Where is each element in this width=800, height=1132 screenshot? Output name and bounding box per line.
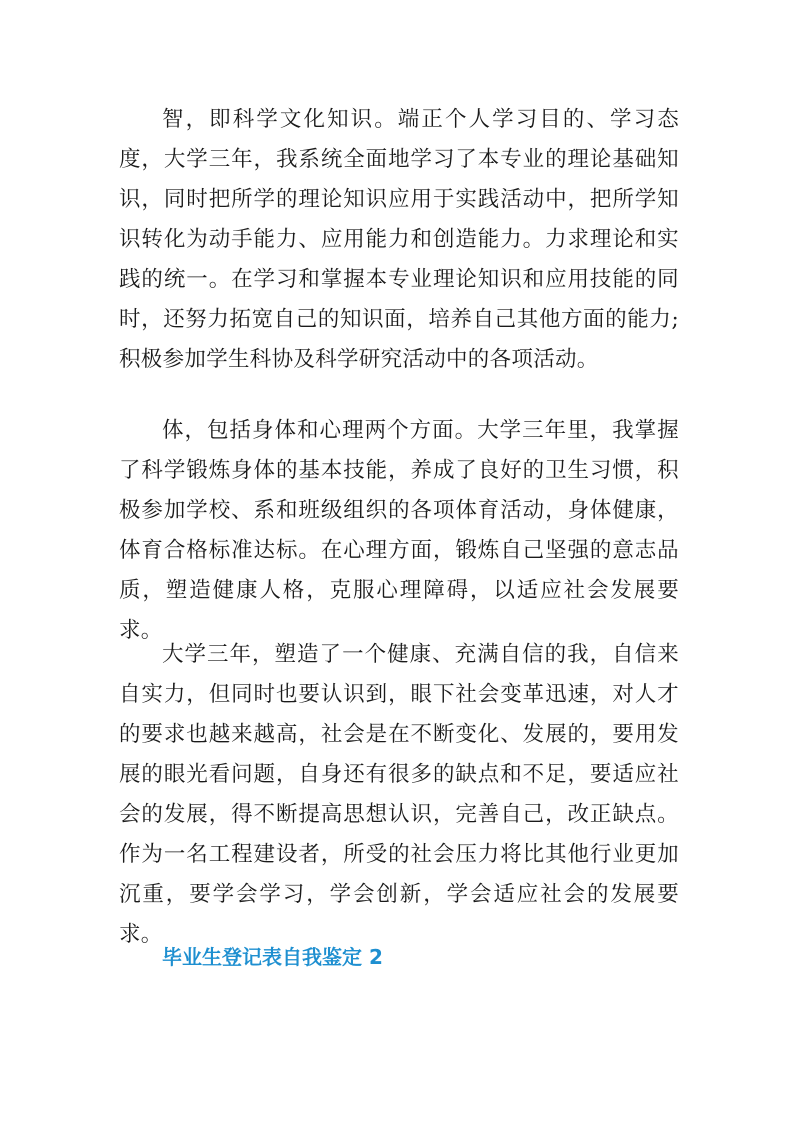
paragraph-summary: 大学三年，塑造了一个健康、充满自信的我，自信来自实力，但同时也要认识到，眼下社会变革迅速，对人才的要求也越来越高，社会是在不断变化、发展的，要用发展的眼光看问题，自身还有很多的缺点和不足，要适应社会的发展，得不断提高思想认识，完善自己，改正缺点。作为一名工程建设者，所受的社会压力将比其他行业更加沉重，要学会学习，学会创新，学会适应社会的发展要求。 (119, 642, 679, 947)
section-heading: 毕业生登记表自我鉴定 2 (162, 945, 383, 969)
paragraph-intellect: 智，即科学文化知识。端正个人学习目的、学习态度，大学三年，我系统全面地学习了本专业的理论基础知识，同时把所学的理论知识应用于实践活动中，把所学知识转化为动手能力、应用能力和创造能力。力求理论和实践的统一。在学习和掌握本专业理论知识和应用技能的同时，还努力拓宽自己的知识面，培养自己其他方面的能力;积极参加学生科协及科学研究活动中的各项活动。 (119, 107, 679, 372)
paragraph-physical: 体，包括身体和心理两个方面。大学三年里，我掌握了科学锻炼身体的基本技能，养成了良好的卫生习惯，积极参加学校、系和班级组织的各项体育活动，身体健康，体育合格标准达标。在心理方面，锻炼自己坚强的意志品质，塑造健康人格，克服心理障碍，以适应社会发展要求。 (119, 418, 679, 643)
